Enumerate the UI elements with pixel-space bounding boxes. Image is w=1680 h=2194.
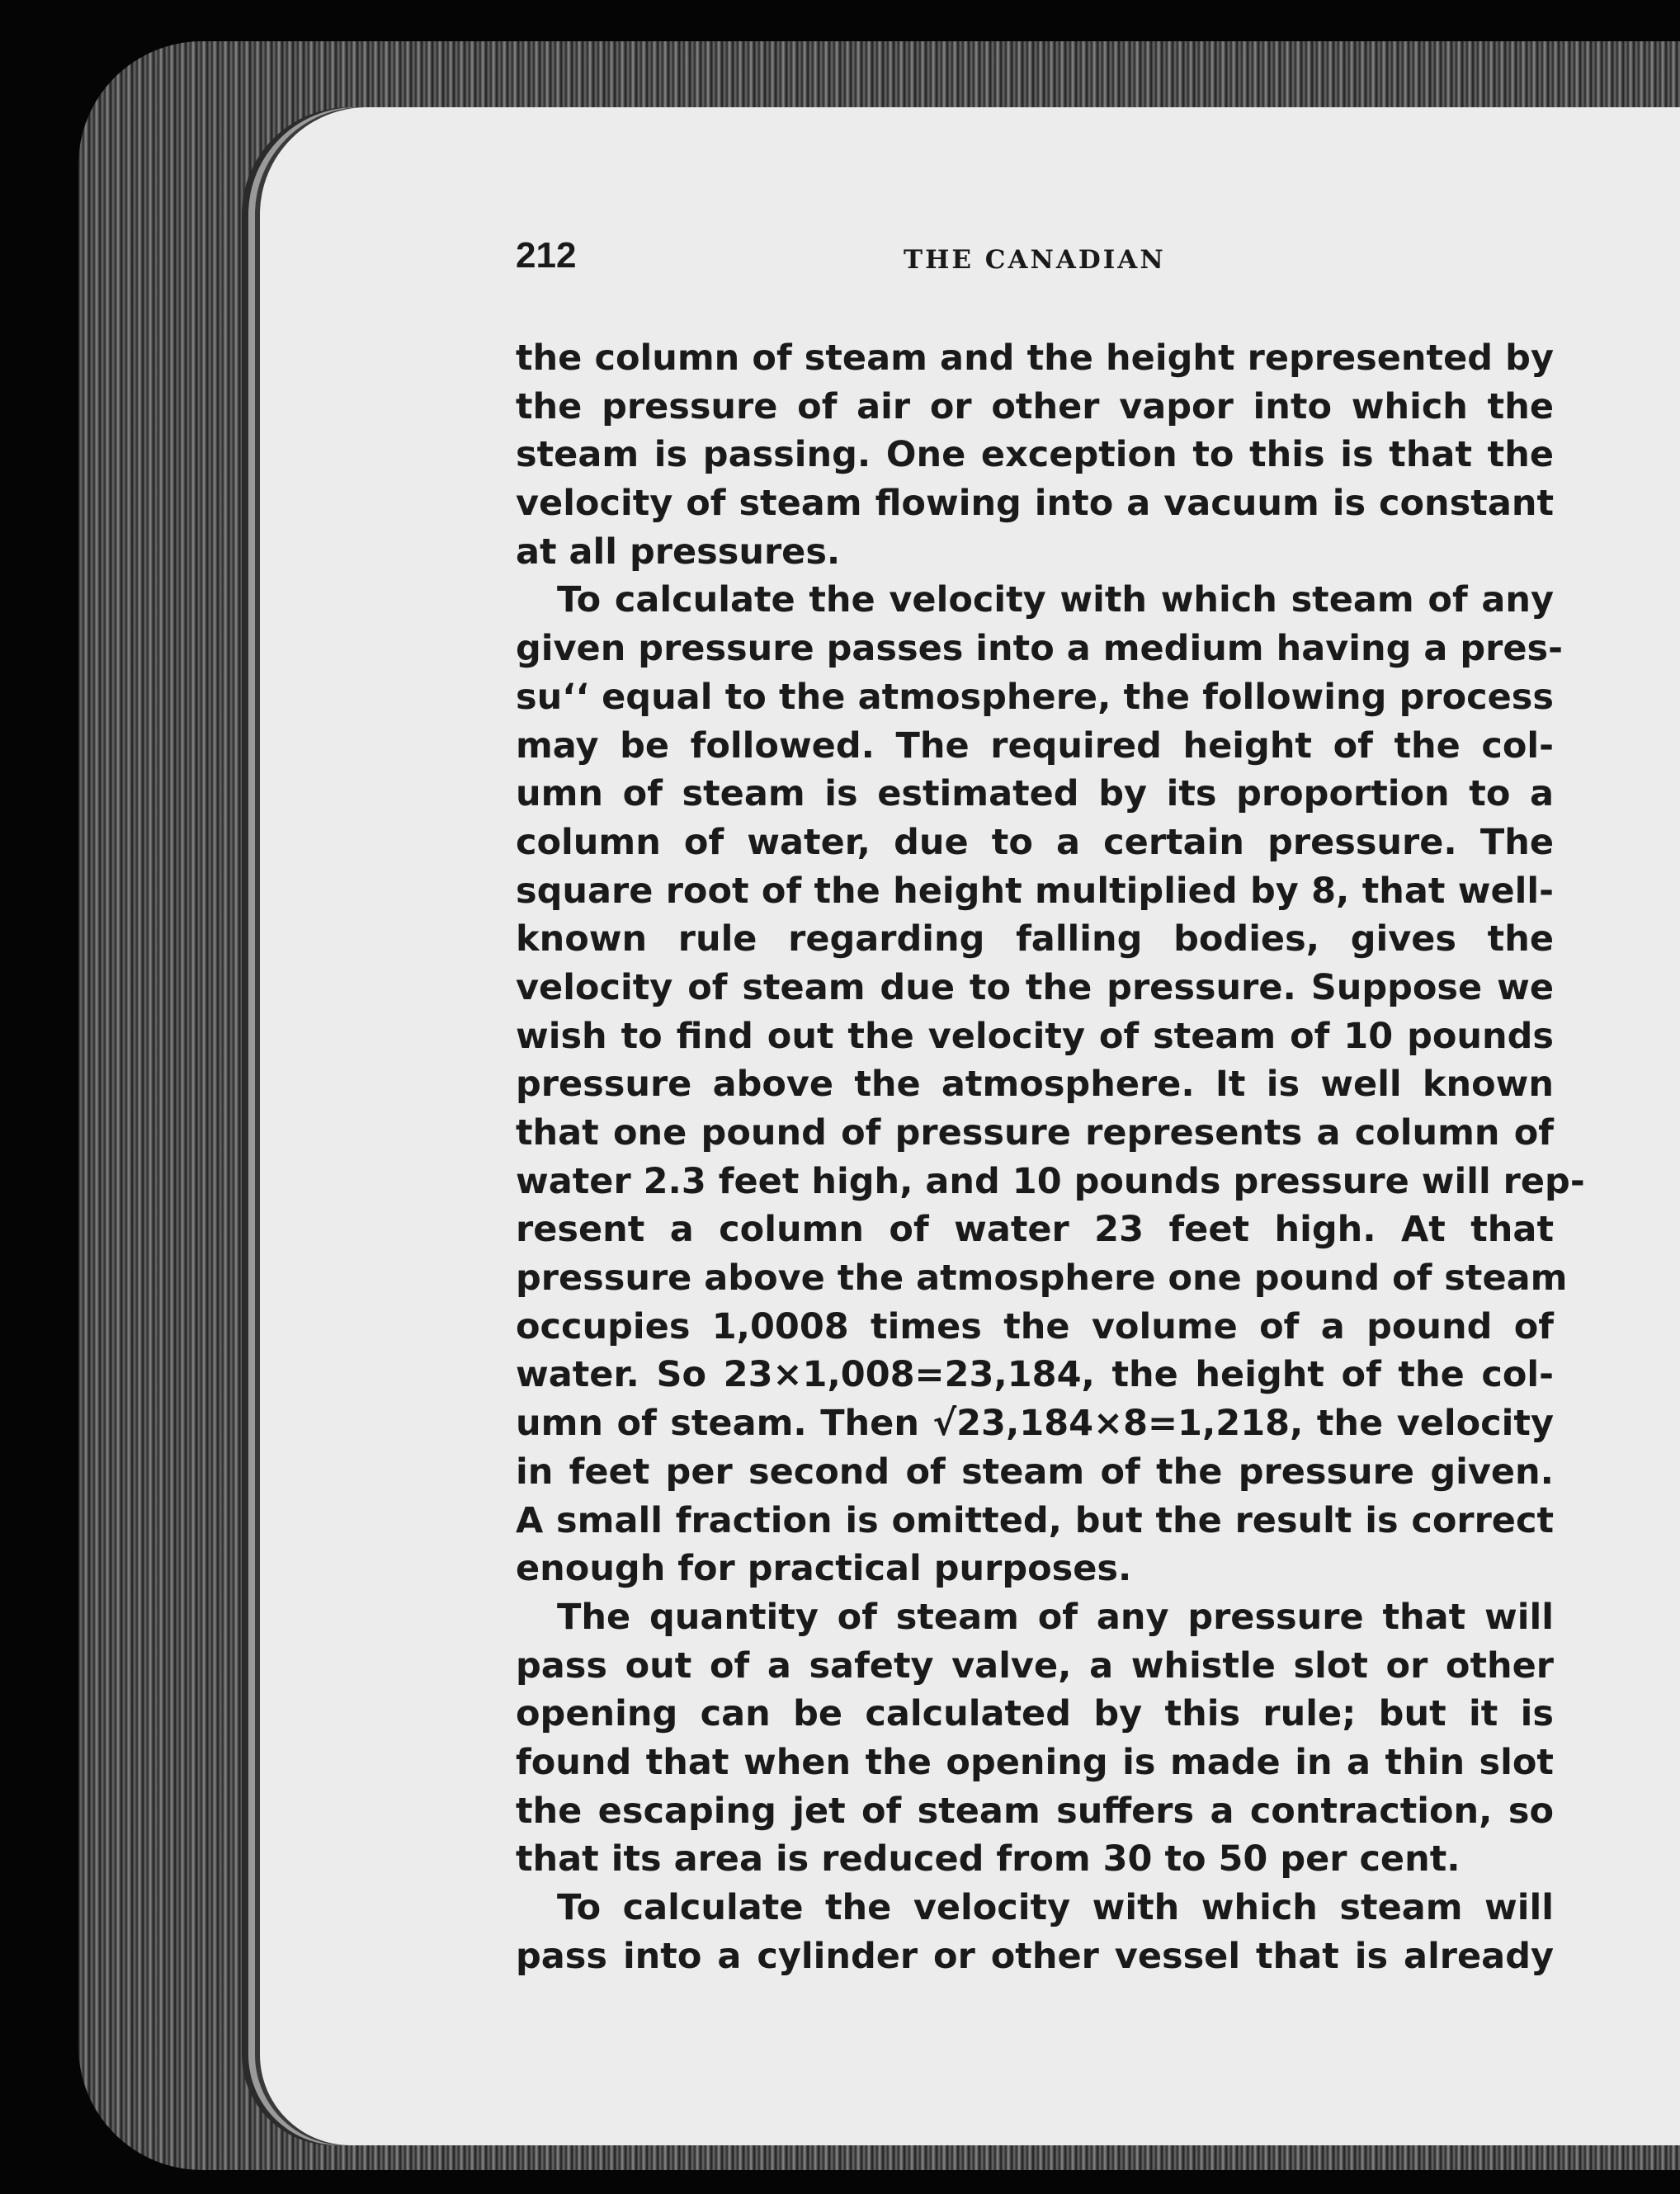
text-line: water. So 23×1,008=23,184, the height of the col- xyxy=(516,1354,1554,1396)
text-line: that one pound of pressure represents a column of xyxy=(516,1112,1554,1154)
text-line: velocity of steam due to the pressure. Suppose we xyxy=(516,966,1554,1008)
text-line: given pressure passes into a medium having a pres- xyxy=(516,628,1563,670)
page-number: 212 xyxy=(516,235,577,276)
text-line: pass into a cylinder or other vessel that is already xyxy=(516,1935,1554,1977)
text-line: pass out of a safety valve, a whistle slot or other xyxy=(516,1644,1554,1687)
text-line: velocity of steam flowing into a vacuum is constant xyxy=(516,483,1554,525)
text-line: water 2.3 feet high, and 10 pounds pressure will rep- xyxy=(516,1160,1585,1202)
text-line: opening can be calculated by this rule; but it is xyxy=(516,1693,1554,1735)
text-line: at all pressures. xyxy=(516,531,841,573)
text-line: The quantity of steam of any pressure that will xyxy=(557,1596,1554,1638)
text-line: square root of the height multiplied by 8, that well- xyxy=(516,870,1554,912)
text-line: pressure above the atmosphere. It is well known xyxy=(516,1064,1554,1106)
text-line: that its area is reduced from 30 to 50 per cent. xyxy=(516,1838,1461,1880)
text-line: in feet per second of steam of the pressure given. xyxy=(516,1451,1554,1493)
text-line: umn of steam. Then √23,184×8=1,218, the velocity xyxy=(516,1403,1554,1445)
text-line: known rule regarding falling bodies, gives the xyxy=(516,918,1554,960)
text-line: wish to find out the velocity of steam of 10 pounds xyxy=(516,1015,1554,1057)
text-line: the column of steam and the height represented by xyxy=(516,337,1554,379)
text-line: occupies 1,0008 times the volume of a pound of xyxy=(516,1305,1554,1347)
text-line: To calculate the velocity with which steam will xyxy=(557,1887,1554,1928)
text-line: A small fraction is omitted, but the result is correct xyxy=(516,1499,1554,1541)
text-line: To calculate the velocity with which steam of any xyxy=(557,579,1554,621)
text-line: enough for practical purposes. xyxy=(516,1548,1132,1590)
text-line: the pressure of air or other vapor into which the xyxy=(516,385,1554,427)
text-line: resent a column of water 23 feet high. At that xyxy=(516,1209,1554,1251)
body-text xyxy=(516,334,1585,1980)
text-line: column of water, due to a certain pressure. The xyxy=(516,821,1554,863)
text-line: found that when the opening is made in a thin slot xyxy=(516,1741,1554,1783)
text-line: steam is passing. One exception to this is that the xyxy=(516,434,1554,476)
text-line: umn of steam is estimated by its proportion to a xyxy=(516,773,1554,815)
text-line: pressure above the atmosphere one pound of steam xyxy=(516,1257,1568,1300)
text-line: may be followed. The required height of the col- xyxy=(516,724,1554,767)
running-head: THE CANADIAN xyxy=(904,245,1166,275)
page-header xyxy=(516,235,1554,293)
text-line: the escaping jet of steam suffers a contraction, so xyxy=(516,1790,1554,1832)
text-line: suʻʻ equal to the atmosphere, the following process xyxy=(516,676,1554,718)
